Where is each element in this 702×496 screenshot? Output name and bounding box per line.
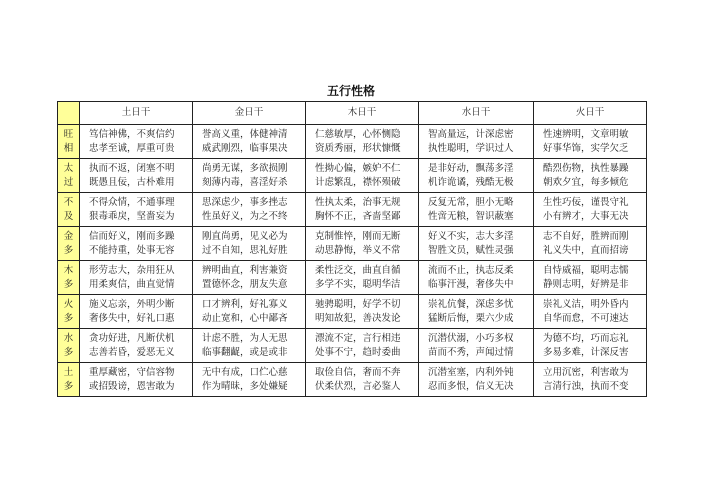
row-label-cell <box>58 295 80 329</box>
row-label-cell <box>58 329 80 363</box>
trait-cell <box>534 159 647 193</box>
trait-cell <box>193 193 306 227</box>
trait-line: 计虑繁乱，襟怀殒破 <box>315 176 401 188</box>
trait-line: 苗而不秀，声闻过情 <box>428 346 514 358</box>
row-label-char: 土 <box>63 366 74 378</box>
trait-line: 口才辨利，好礼寡义 <box>202 298 288 310</box>
trait-line: 是非好动，飘荡多淫 <box>428 162 514 174</box>
table-row <box>58 295 647 329</box>
trait-cell <box>534 193 647 227</box>
trait-line: 过不自知，思礼好胜 <box>202 244 288 256</box>
trait-line: 誉高义重，体健神清 <box>202 128 288 140</box>
trait-line: 为德不均，巧而忘礼 <box>543 332 629 344</box>
row-label-char: 多 <box>63 278 74 290</box>
trait-cell <box>534 227 647 261</box>
trait-line: 柔性泛交，曲直自循 <box>315 264 401 276</box>
trait-line: 思深虑少，事多挫志 <box>202 196 288 208</box>
trait-cell <box>419 125 534 159</box>
trait-line: 猛断后悔，栗六少成 <box>428 312 514 324</box>
trait-cell <box>534 295 647 329</box>
trait-line: 动思静悔，举义不常 <box>315 244 401 256</box>
trait-line: 沉潜伏溺，小巧多权 <box>428 332 514 344</box>
trait-line: 临事翻齪，或是或非 <box>202 346 288 358</box>
trait-line: 贪功好进，凡断伏机 <box>89 332 175 344</box>
trait-line: 小有辨才，大事无决 <box>543 210 629 222</box>
table-row <box>58 363 647 397</box>
trait-line: 刻薄内毒，喜淫好杀 <box>202 176 288 188</box>
trait-line: 克制惟悴，刚而无断 <box>315 230 401 242</box>
trait-line: 仁慈敏厚，心怀恻隐 <box>315 128 401 140</box>
trait-cell <box>534 363 647 397</box>
trait-line: 明知故犯，善决发论 <box>315 312 401 324</box>
row-label-char: 及 <box>63 210 74 222</box>
trait-line: 驰骋聪明，好学不切 <box>315 298 401 310</box>
trait-line: 崇礼义洁，明外昏内 <box>543 298 629 310</box>
trait-line: 形劳志大，杂用狂从 <box>89 264 175 276</box>
table-row <box>58 125 647 159</box>
trait-line: 漂流不定，言行相违 <box>315 332 401 344</box>
trait-cell <box>193 363 306 397</box>
trait-line: 自恃威福，聪明志懦 <box>543 264 629 276</box>
row-label-cell <box>58 159 80 193</box>
trait-line: 性虽好义，为之不终 <box>202 210 288 222</box>
trait-line: 礼义失中，直而招谤 <box>543 244 629 256</box>
trait-line: 执性聪明，学识过人 <box>428 142 514 154</box>
trait-cell <box>306 329 419 363</box>
row-label-char: 旺 <box>63 128 74 140</box>
row-label-cell <box>58 193 80 227</box>
trait-line: 伏柔伏烈，言必鉴人 <box>315 380 401 392</box>
trait-line: 置德怀念，朋友失意 <box>202 278 288 290</box>
trait-cell <box>80 125 193 159</box>
trait-line: 言清行浊，执而不变 <box>543 380 629 392</box>
trait-line: 作为晴昧，多处嫌疑 <box>202 380 288 392</box>
trait-line: 立用沉密，利害敢为 <box>543 366 629 378</box>
row-label-cell <box>58 363 80 397</box>
trait-line: 用柔爽信，曲直觉情 <box>89 278 175 290</box>
trait-cell <box>193 227 306 261</box>
trait-line: 酷烈伤物，执性暴躁 <box>543 162 629 174</box>
row-label-char: 火 <box>63 298 74 310</box>
trait-line: 多学不实，聪明华洁 <box>315 278 401 290</box>
trait-line: 朝欢夕宜，每多倾危 <box>543 176 629 188</box>
row-label-cell <box>58 125 80 159</box>
table-row <box>58 193 647 227</box>
trait-line: 处事不宁，趋时委曲 <box>315 346 401 358</box>
trait-line: 资质秀丽，形状慷慨 <box>315 142 401 154</box>
trait-cell <box>419 159 534 193</box>
trait-cell <box>193 295 306 329</box>
trait-cell <box>193 125 306 159</box>
trait-line: 流而不止，执志反柔 <box>428 264 514 276</box>
trait-line: 智高量远，计深虑密 <box>428 128 514 140</box>
trait-line: 静则志明，好辨是非 <box>543 278 629 290</box>
trait-line: 性拗心偏，嫉妒不仁 <box>315 162 401 174</box>
trait-cell <box>419 261 534 295</box>
trait-cell <box>80 295 193 329</box>
trait-line: 执而不返，闭塞不明 <box>89 162 175 174</box>
table-row <box>58 261 647 295</box>
trait-line: 机诈诡谲，残酷无极 <box>428 176 514 188</box>
trait-line: 不得众情，不通事理 <box>89 196 175 208</box>
trait-line: 不能持重，处事无容 <box>89 244 175 256</box>
trait-cell <box>193 261 306 295</box>
page-title: 五行性格 <box>326 84 375 98</box>
trait-line: 动止宽和，心中鄙吝 <box>202 312 288 324</box>
trait-cell <box>80 329 193 363</box>
trait-line: 施义忘亲，外明少断 <box>89 298 175 310</box>
row-label-char: 多 <box>63 380 74 392</box>
trait-line: 尚勇无谋，多欲损刚 <box>202 162 288 174</box>
trait-cell <box>534 125 647 159</box>
trait-line: 威武刚烈，临事果决 <box>202 142 288 154</box>
trait-line: 志不自好，胜辨而刚 <box>543 230 629 242</box>
row-label-char: 多 <box>63 244 74 256</box>
row-label-char: 木 <box>63 264 74 276</box>
trait-cell <box>306 261 419 295</box>
row-label-char: 不 <box>63 196 74 208</box>
trait-line: 智胜文员，赋性灵强 <box>428 244 514 256</box>
trait-cell <box>80 261 193 295</box>
trait-line: 计虑不胜，为人无思 <box>202 332 288 344</box>
five-elements-table <box>57 101 647 397</box>
trait-cell <box>419 363 534 397</box>
row-label-cell <box>58 227 80 261</box>
table-body <box>58 125 647 397</box>
trait-line: 多易多难，计深反害 <box>543 346 629 358</box>
trait-line: 或招毁谤，恩害敢为 <box>89 380 175 392</box>
table-row <box>58 159 647 193</box>
trait-line: 性执太柔，治事无规 <box>315 196 401 208</box>
trait-line: 取俭自信，奢而不奔 <box>315 366 401 378</box>
column-header: 木日干 <box>306 102 419 125</box>
column-header: 火日干 <box>534 102 647 125</box>
trait-cell <box>306 125 419 159</box>
row-label-char: 相 <box>63 142 74 154</box>
header-row <box>58 102 647 125</box>
trait-cell <box>306 295 419 329</box>
column-header: 水日干 <box>419 102 534 125</box>
trait-line: 志善若昏，爱恶无义 <box>89 346 175 358</box>
trait-cell <box>419 193 534 227</box>
trait-cell <box>419 329 534 363</box>
trait-line: 崇礼伉餐，深虑多忧 <box>428 298 514 310</box>
trait-line: 沉潜室塞，内利外钝 <box>428 366 514 378</box>
row-label-char: 过 <box>63 176 74 188</box>
trait-cell <box>80 159 193 193</box>
trait-cell <box>534 261 647 295</box>
trait-cell <box>306 193 419 227</box>
trait-line: 好义不实，志大多淫 <box>428 230 514 242</box>
trait-line: 生性巧佞，谨畏守礼 <box>543 196 629 208</box>
trait-cell <box>534 329 647 363</box>
trait-line: 无中有成，口伫心慈 <box>202 366 288 378</box>
trait-cell <box>306 363 419 397</box>
trait-cell <box>80 193 193 227</box>
trait-line: 好事华饰，实学欠乏 <box>543 142 629 154</box>
row-label-cell <box>58 261 80 295</box>
trait-line: 信而好义，刚而多躁 <box>89 230 175 242</box>
row-label-char: 多 <box>63 346 74 358</box>
row-label-char: 水 <box>63 332 74 344</box>
row-label-char: 太 <box>63 162 74 174</box>
trait-line: 忠孝至诚，厚重可贵 <box>89 142 175 154</box>
trait-line: 胸怀不正，吝啬坚鄙 <box>315 210 401 222</box>
trait-line: 辨明曲直，利害兼资 <box>202 264 288 276</box>
trait-line: 重厚藏密，守信容物 <box>89 366 175 378</box>
trait-cell <box>306 159 419 193</box>
column-header: 金日干 <box>193 102 306 125</box>
trait-line: 忍而多恨，信义无决 <box>428 380 514 392</box>
trait-line: 奢侈失中，好礼口惠 <box>89 312 175 324</box>
trait-cell <box>80 227 193 261</box>
trait-line: 狠毒乖戾，坚嗇妄为 <box>89 210 175 222</box>
row-label-char: 金 <box>63 230 74 242</box>
trait-line: 性啻无粮，智识蔽塞 <box>428 210 514 222</box>
trait-cell <box>193 329 306 363</box>
trait-line: 性速辨明，文章明敏 <box>543 128 629 140</box>
trait-line: 既愚且佞，古朴难用 <box>89 176 175 188</box>
trait-cell <box>80 363 193 397</box>
table-row <box>58 329 647 363</box>
trait-line: 刚直尚勇，见义必为 <box>202 230 288 242</box>
trait-cell <box>419 227 534 261</box>
trait-cell <box>306 227 419 261</box>
trait-line: 笃信神佛，不爽信约 <box>89 128 175 140</box>
trait-line: 反复无常，胆小无略 <box>428 196 514 208</box>
trait-line: 自华而怠，不可速达 <box>543 312 629 324</box>
trait-cell <box>193 159 306 193</box>
column-header: 土日干 <box>80 102 193 125</box>
trait-cell <box>419 295 534 329</box>
row-label-char: 多 <box>63 312 74 324</box>
trait-line: 临事汗漫，奢侈失中 <box>428 278 514 290</box>
table-row <box>58 227 647 261</box>
header-corner-cell <box>58 102 80 125</box>
